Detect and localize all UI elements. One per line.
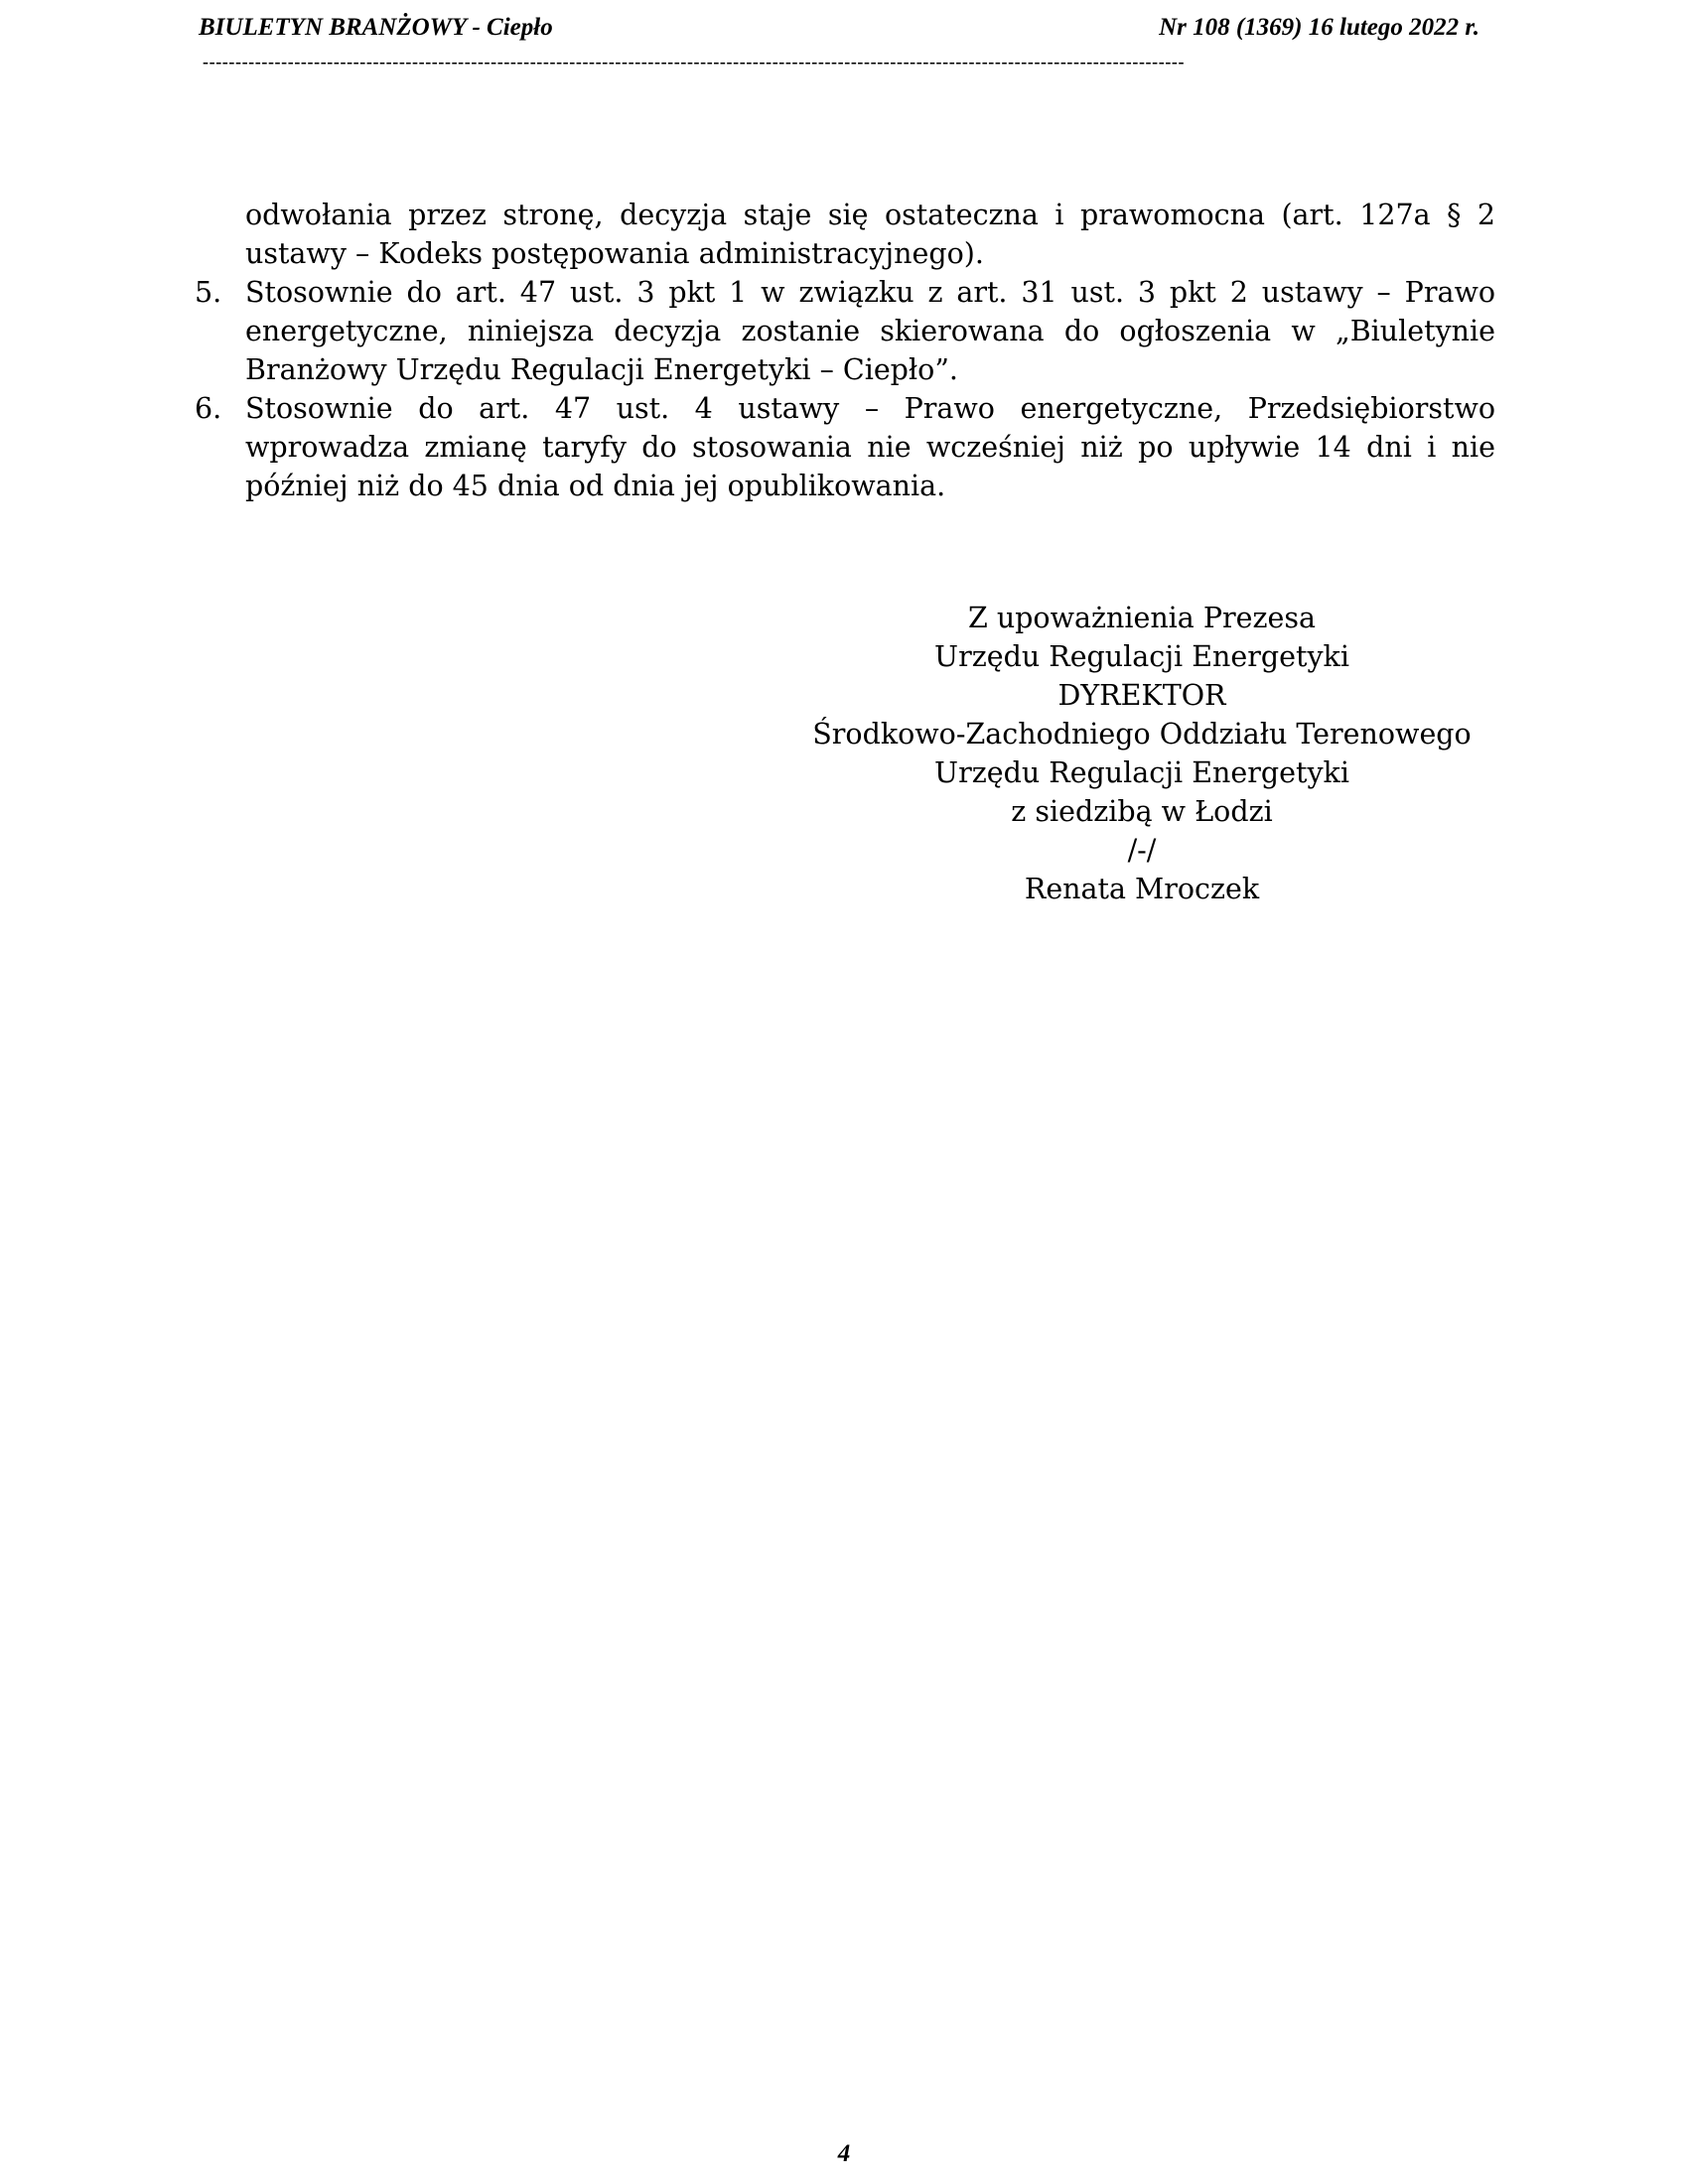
running-header — [199, 14, 1479, 50]
header-dashed-rule: ------------------------------------------------------------------------------------------------------------------------------------------------------ — [203, 52, 1186, 71]
signature-block — [784, 599, 1499, 908]
numbered-item-5 — [195, 273, 1495, 389]
signature-seat-line: z siedzibą w Łodzi — [1011, 795, 1273, 828]
signature-office-line: Urzędu Regulacji Energetyki — [934, 640, 1349, 673]
signature-office-line-2: Urzędu Regulacji Energetyki — [934, 756, 1349, 789]
numbered-item-6 — [195, 389, 1495, 505]
item-text: Stosownie do art. 47 ust. 3 pkt 1 w związku z art. 31 ust. 3 pkt 2 ustawy – Prawo energetyczne, niniejsza decyzja zostanie skierowana do ogłoszenia w „Biuletynie Branżowy Urzędu Regulacji Energetyki – Ciepło”. — [245, 276, 1495, 386]
signatory-name: Renata Mroczek — [1024, 873, 1260, 905]
item-number: 5. — [195, 276, 222, 309]
item-number: 6. — [195, 392, 222, 425]
signature-mark: /-/ — [1127, 834, 1157, 867]
signature-position-line: DYREKTOR — [1057, 679, 1226, 712]
bulletin-title: BIULETYN BRANŻOWY - Ciepło — [199, 14, 553, 41]
continuation-paragraph — [195, 196, 1495, 273]
item-text: Stosownie do art. 47 ust. 4 ustawy – Prawo energetyczne, Przedsiębiorstwo wprowadza zmianę taryfy do stosowania nie wcześniej niż po upływie 14 dni i nie później niż do 45 dnia od dnia jej opublikowania. — [245, 392, 1495, 502]
page-number: 4 — [837, 2140, 851, 2167]
issue-number-date: Nr 108 (1369) 16 lutego 2022 r. — [1159, 14, 1479, 41]
decision-body — [195, 196, 1495, 505]
signature-branch-line: Środkowo-Zachodniego Oddziału Terenowego — [812, 718, 1472, 751]
continuation-text: odwołania przez stronę, decyzja staje się ostateczna i prawomocna (art. 127a § 2 ustawy – Kodeks postępowania administracyjnego). — [245, 199, 1495, 270]
signature-authorization-line: Z upoważnienia Prezesa — [967, 602, 1317, 634]
